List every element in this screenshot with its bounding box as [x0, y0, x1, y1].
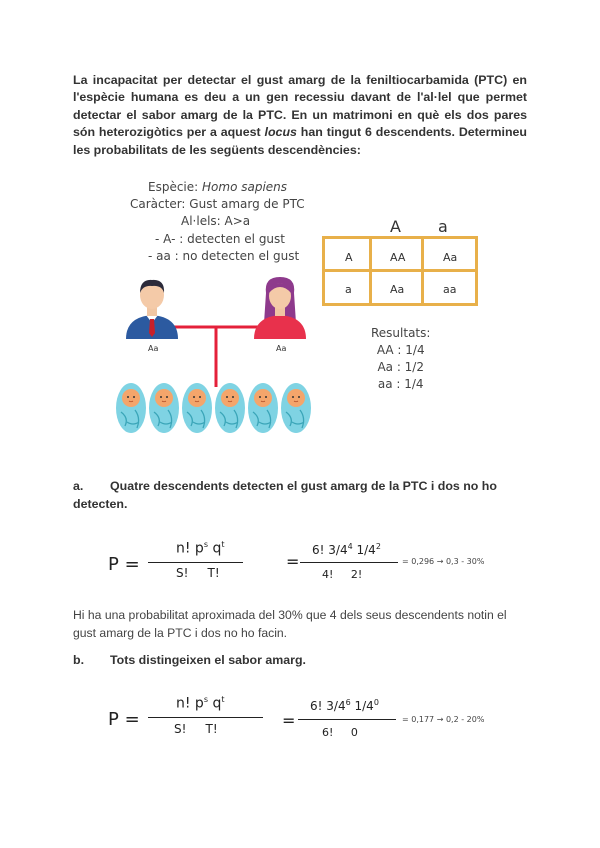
section-b-heading [73, 651, 306, 669]
father-icon [126, 280, 178, 339]
formula-a-fraction-bar [148, 562, 243, 563]
formula-b-num-q: q [208, 695, 222, 712]
formula-a-num-exp-s: s [203, 540, 208, 549]
formula-a-denominator: S! T! [176, 566, 220, 580]
species-label [148, 180, 287, 194]
child-icon [248, 383, 278, 433]
punnett-cell: aa [443, 283, 457, 296]
alleles-label: Al·lels: A>a [181, 214, 251, 228]
child-icon [215, 383, 245, 433]
child-icon [182, 383, 212, 433]
species-name: Homo sapiens [202, 180, 288, 194]
father-genotype: Aa [148, 344, 159, 353]
species-prefix: Espècie: [148, 180, 203, 194]
section-b-text: Tots distingeixen el sabor amarg. [110, 653, 307, 667]
section-b-number: b. [73, 653, 85, 667]
formula-a-value-mid: 1/4 [352, 543, 376, 557]
formula-b-num-exp-s: s [203, 695, 208, 704]
formula-a-num-q: q [208, 540, 222, 557]
formula-b-result: = 0,177 → 0,2 - 20% [402, 715, 485, 724]
punnett-col-head-A: A [390, 217, 401, 236]
formula-a-value-fraction-bar [300, 562, 398, 563]
formula-b-value-mid: 1/4 [350, 699, 374, 713]
section-a-explanation: Hi ha una probabilitat aproximada del 30% que 4 dels seus descendents notin el gust amarg de la PTC i dos no ho facin. [73, 608, 507, 640]
section-a-heading [73, 477, 497, 513]
punnett-square [322, 236, 478, 306]
formula-b-value-exp1: 6 [345, 698, 351, 707]
formula-b-equals: = [282, 711, 296, 730]
allele-dominant-label: - A- : detecten el gust [155, 232, 285, 246]
formula-a-equals: = [286, 552, 300, 571]
formula-b-value-exp2: 0 [373, 698, 379, 707]
result-line: AA : 1/4 [376, 343, 425, 357]
punnett-row-head: A [345, 251, 353, 264]
formula-b-num-base: n! p [176, 695, 204, 712]
child-icon [149, 383, 179, 433]
formula-b-value-fraction-bar [298, 719, 396, 720]
formula-b-value-denominator: 6! 0 [322, 726, 358, 739]
punnett-cell: Aa [390, 283, 405, 296]
formula-a-value-denominator: 4! 2! [322, 568, 363, 581]
result-line: Aa : 1/2 [377, 360, 424, 374]
mother-genotype: Aa [276, 344, 287, 353]
children-illustration [115, 380, 315, 436]
formula-a-result: = 0,296 → 0,3 - 30% [402, 557, 485, 566]
section-a-number: a. [73, 479, 84, 493]
section-a-text-line1: Quatre descendents detecten el gust amarg de la PTC i dos no ho [110, 479, 497, 493]
formula-a-num-exp-t: t [221, 540, 225, 549]
formula-a-num-base: n! p [176, 540, 204, 557]
formula-a-numerator [176, 540, 224, 557]
formula-b-value-numerator [310, 698, 379, 713]
formula-b-fraction-bar [148, 717, 263, 718]
punnett-cell: Aa [443, 251, 458, 264]
punnett-cell: AA [390, 251, 406, 264]
formula-b-denominator: S! T! [174, 722, 218, 736]
intro-text-end: han tingut 6 descendents. Determineu les probabilitats de les següents descendències: [73, 125, 527, 157]
results-block [371, 325, 430, 393]
intro-paragraph [73, 72, 527, 159]
formula-a-P: P = [108, 554, 140, 575]
mother-icon [254, 277, 306, 339]
punnett-row-head: a [345, 283, 352, 296]
child-icon [281, 383, 311, 433]
formula-b-numerator [176, 695, 224, 712]
formula-a-value-numerator [312, 542, 381, 557]
child-icon [116, 383, 146, 433]
intro-text-start: La incapacitat per detectar el gust amarg de la feniltiocarbamida (PTC) en l'espècie humana es deu a un gen recessiu davant de l'al·lel que permet detectar el sabor amarg de la PTC. En un matrimoni en què els dos pares són heterozigòtics per a aquest [73, 73, 527, 140]
section-a-text-line2: detecten. [73, 497, 128, 511]
formula-a-value-exp1: 4 [347, 542, 353, 551]
formula-a-value-base: 6! 3/4 [312, 543, 348, 557]
result-line: aa : 1/4 [377, 377, 424, 391]
intro-italic-locus: locus [264, 125, 297, 140]
punnett-col-head-a: a [438, 217, 448, 236]
formula-b-P: P = [108, 709, 140, 730]
results-title: Resultats: [371, 326, 431, 340]
punnett-divider [325, 269, 475, 272]
character-label: Caràcter: Gust amarg de PTC [130, 197, 305, 211]
formula-b-value-base: 6! 3/4 [310, 699, 346, 713]
allele-recessive-label: - aa : no detecten el gust [148, 249, 300, 263]
formula-b-num-exp-t: t [221, 695, 225, 704]
formula-a-value-exp2: 2 [375, 542, 381, 551]
